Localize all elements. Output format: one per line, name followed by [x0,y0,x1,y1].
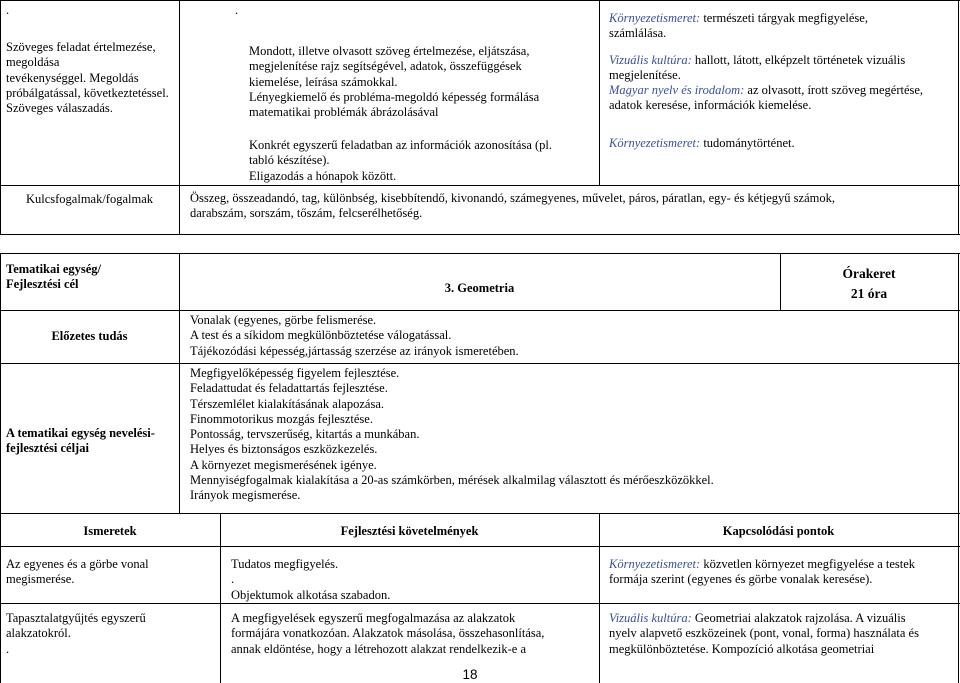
unit-row-4 [0,546,960,547]
unit-right-border [958,253,959,683]
left-line: Szöveges feladat értelmezése, megoldása [6,40,156,70]
mid-line: Mondott, illetve olvasott szöveg értelmezése, eljátszása, [249,44,530,58]
goals-line: Térszemlélet kialakításának alapozása. [190,396,384,411]
subject-text: formája szerint (egyenes és görbe vonalak keresése). [609,572,873,587]
subject-text: nyelv alapvető eszközeinek (pont, vonal, forma) használata és [609,626,919,641]
subject-text: tudománytörténet. [703,135,795,150]
unit-row-1 [0,310,960,311]
unit-row-3 [0,513,960,514]
goals-text [190,366,955,503]
column-header-connections: Kapcsolódási pontok [722,524,835,538]
goals-label [6,426,176,457]
unit-left-border [0,253,1,683]
goals-line: A környezet megismerésének igénye. [190,457,377,472]
mid-cell-a [249,44,594,120]
mid-line: tabló készítése). [249,153,330,168]
col-divider-1 [179,0,180,234]
row1-requirements [231,557,596,603]
subject-label: Környezetismeret: [609,135,701,150]
col-divider-2 [599,0,600,185]
dot-mid: . [235,3,239,17]
subject-text: számlálása. [609,26,667,41]
subject-label: Környezetismeret: [609,11,701,25]
prereq-label: Előzetes tudás [51,329,128,343]
row-line: Tudatos megfigyelés. [231,557,339,571]
subject-text: természeti tárgyak megfigyelése, [703,11,868,25]
goals-line: Irányok megismerése. [190,488,301,502]
subject-label: Magyar nyelv és irodalom: [609,83,745,97]
keywords-line: Összeg, összeadandó, tag, különbség, kisebbítendő, kivonandó, számegyenes, művelet, páros, páratlan, egy- és kétjegyű számok, [190,191,835,205]
left-cell-text [6,41,176,116]
goals-line: Finommotorikus mozgás fejlesztése. [190,411,373,426]
row2-requirements [231,611,596,657]
subject-text: az olvasott, írott szöveg megértése, [747,83,924,97]
subject-text: közvetlen környezet megfigyelése a testek [703,557,916,571]
row-line: Az egyenes és a görbe vonal [6,557,149,571]
row-line: megismerése. [6,572,75,587]
subject-text: megkülönböztetése. Kompozíció alkotása geometriai [609,641,875,656]
mid-line: Konkrét egyszerű feladatban az információk azonosítása (pl. [249,138,552,152]
subject-label: Vizuális kultúra: [609,52,692,67]
row-line: annak eldöntése, hogy a létrehozott alakzat rendelkezik-e a [231,641,526,656]
goals-line: Helyes és biztonságos eszközkezelés. [190,442,378,457]
keywords-text [190,191,955,222]
mid-line: matematikai problémák ábrázolásával [249,105,439,119]
right-border [958,0,959,234]
row-line: Tapasztalatgyűjtés egyszerű [6,611,146,625]
unit-head-line: Tematikai egység/ [6,262,102,276]
prereq-text [190,313,955,359]
row-line: formájára vonatkozóan. Alakzatok másolása, összehasonlítása, [231,626,545,641]
prereq-line: Tájékozódási képesség,jártasság szerzése az irányok ismeretében. [190,343,519,358]
keywords-label: Kulcsfogalmak/fogalmak [25,192,154,206]
subject-text: Geometriai alakzatok rajzolása. A vizuális [694,611,906,625]
subject-label: Vizuális kultúra: [609,611,692,625]
keywords-line: darabszám, sorszám, tőszám, felcserélhetőség. [190,206,423,221]
rows-row-divider [0,603,960,604]
top-table-bottom [0,234,960,235]
hours-label: Órakeret [842,266,896,281]
top-border [0,0,960,1]
subject-label: Környezetismeret: [609,557,701,571]
right-cell [609,11,954,151]
unit-row-2 [0,363,960,364]
subject-text: hallott, látott, elképzelt történetek vizuális [694,52,906,67]
prereq-line: A test és a síkidom megkülönböztetése válogatással. [190,328,452,343]
mid-cell-b [249,138,594,184]
unit-table-top [0,253,960,254]
subject-text: adatok keresése, információk kiemelése. [609,98,812,113]
row-line: alakzatokról. [6,626,71,641]
row2-knowledge [6,611,216,657]
row-line: . [231,572,235,587]
mid-line: Lényegkiemelő és probléma-megoldó képesség formálása [249,89,540,104]
page-number: 18 [462,667,478,682]
row2-connections [609,611,954,657]
goals-line: Feladattudat és feladattartás fejlesztése. [190,381,388,396]
goals-line: Megfigyelőképesség figyelem fejlesztése. [190,366,400,380]
row1-connections [609,557,954,588]
row1-knowledge [6,557,216,588]
left-line: tevékenységgel. Megoldás [6,70,139,85]
column-header-requirements: Fejlesztési követelmények [340,524,479,538]
row-line: A megfigyelések egyszerű megfogalmazása az alakzatok [231,611,516,625]
prereq-line: Vonalak (egyenes, görbe felismerése. [190,313,377,327]
goals-label-line: A tematikai egység nevelési- [6,426,155,440]
row-line: . [6,641,10,656]
goals-label-line: fejlesztési céljai [6,441,89,456]
unit-head-label [6,262,101,293]
row-divider-keywords [0,185,960,186]
unit-title: 3. Geometria [444,281,515,295]
mid-line: kiemelése, leírása számokkal. [249,74,398,89]
hours-value: 21 óra [850,286,888,302]
column-header-knowledge: Ismeretek [83,524,137,538]
left-line: próbálgatással, következtetéssel. [6,85,169,100]
subject-text: megjelenítése. [609,67,681,82]
goals-line: Pontosság, tervszerűség, kitartás a munkában. [190,427,420,441]
mid-line: megjelenítése rajz segítségével, adatok, összefüggések [249,59,522,74]
mid-line: Eligazodás a hónapok között. [249,168,397,183]
left-line: Szöveges válaszadás. [6,101,113,115]
unit-head-line: Fejlesztési cél [6,277,79,292]
hours-block [780,266,958,303]
goals-line: Mennyiségfogalmak kialakítása a 20-as számkörben, mérések alkalmilag választott és mérőeszközökkel. [190,472,714,487]
dot-left: . [6,3,10,17]
row-line: Objektumok alkotása szabadon. [231,587,391,602]
